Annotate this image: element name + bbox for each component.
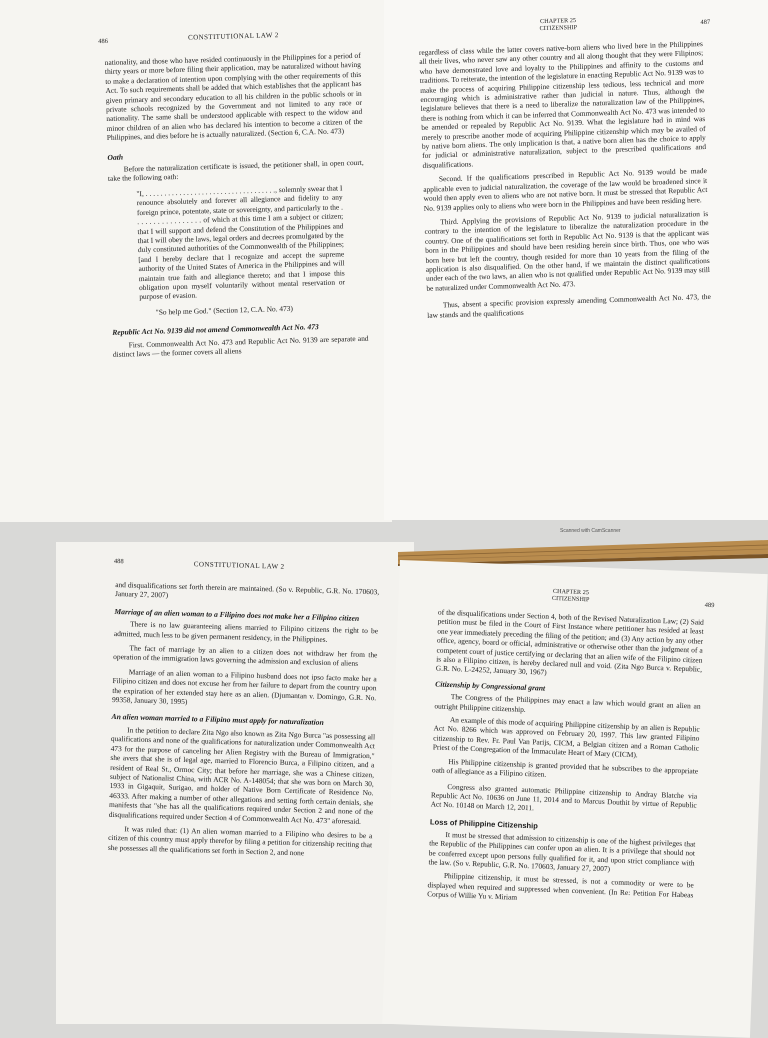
paragraph: His Philippine citizenship is granted provided that he subscribes to the appropriate oath of allegiance as a Filipino citizen. [431, 756, 699, 779]
page-488 [56, 542, 414, 1024]
oath-close: "So help me God." (Section 12, C.A. No. 473) [155, 303, 294, 317]
page-number: 488 [113, 557, 124, 566]
paragraph: The fact of marriage by an alien to a citizen does not withdraw her from the operation of the immigration laws governing the admission and exclusion of aliens [113, 643, 378, 669]
section-heading-congressional-grant: Citizenship by Congressional grant [435, 679, 546, 693]
page-486 [0, 0, 392, 522]
paragraph-first: First. Commonwealth Act No. 473 and Republic Act No. 9139 are separate and distinct laws — the former covers all aliens [112, 333, 369, 359]
paragraph: regardless of class while the latter covers native-born aliens who lived here in the Philippines all their lives, who never saw any other country and all along thought that they were Filipinos; who have demonstrated love and loyalty to the Philippines and affinity to the customs and traditions. To reiterate, the intention of the legislature in enacting Republic Act No. 9139 was to make the process of acquiring Philippine citizenship less tedious, less technical and more encouraging which is administrative rather than judicial in nature. Thus, although the legislature believes that there is a need to liberalize the naturalization law of the Philippines, there is nothing from which it can be inferred that Commonwealth Act No. 473 was intended to be amended or repealed by Republic Act No. 9139. What the legislature had in mind was merely to prescribe another mode of acquiring Philippine citizenship which may be availed of by native born aliens. The only implication is that, a native born alien has the choice to apply for judicial or administrative naturalization, subject to the prescribed qualifications and disqualifications. [418, 39, 707, 170]
chapter-header [518, 16, 598, 33]
paragraph: There is no law guaranteeing aliens married to Filipino citizens the right to be admitted, much less to be given permanent residency, in the Philippines. [113, 619, 379, 644]
running-header: CONSTITUTIONAL LAW 2 [187, 31, 279, 42]
paragraph: An example of this mode of acquiring Philippine citizenship by an alien is Republic Act No. 8266 which was approved on February 20, 1997. This law granted Filipino citizenship to Rev. Fr. Paul Van Parijs, CICM, a Belgian citizen and a Roman Catholic Priest of the Congregation of the Immaculate Heart of Mary (CICM). [432, 715, 700, 760]
scanner-watermark: Scanned with CamScanner [560, 528, 621, 534]
oath-text: "I, . . . . . . . . . . . . . . . . . . . . . . . . . . . . . . . . . . ., solemnly swear that I renounce absolutely and forever all allegiance and fidelity to any foreign prince, potentate, state or sovereignty, and particularly to the . . . . . . . . . . . . . . . . . of which at this time I am a subject or citizen; that I will support and defend the Constitution of the Philippines and that I will obey the laws, legal orders and decrees promulgated by the duly constituted authorities of the Commonwealth of the Philippines; [and I hereby declare that I recognize and accept the supreme authority of the United States of America in the Philippines and will maintain true faith and allegiance thereto; and that I impose this obligation upon myself voluntarily without mental reservation or purpose of evasion. [136, 183, 346, 302]
paragraph: Philippine citizenship, it must be stressed, is not a commodity or were to be displayed when required and suppressed when convenient. (In Re: Petition For Habeas Corpus of Willie Yu v. Miriam [427, 871, 694, 902]
section-heading-loss: Loss of Philippine Citizenship [429, 817, 539, 831]
chapter-number: CHAPTER 25 [552, 587, 589, 597]
section-heading-naturalization: An alien woman married to a Filipino must apply for naturalization [111, 712, 324, 728]
section-heading-marriage: Marriage of an alien woman to a Filipino does not make her a Filipino citizen [114, 606, 360, 623]
paragraph: It must be stressed that admission to citizenship is one of the highest privileges that the Republic of the Philippines can confer upon an alien. It is a privilege that should not be conferred except upon persons fully qualified for it, and upon strict compliance with the law. (So v. Republic, G.R. No. 170603, January 27, 2007) [428, 829, 696, 874]
paragraph: In the petition to declare Zita Ngo also known as Zita Ngo Burca "as possessing all qualifications and none of the qualifications for naturalization under Commonwealth Act 473 for the purpose of canceling her Alien Registry with the Bureau of Immigration," she avers that she is of legal age, married to Florencio Burca, a Filipino citizen, and a resident of Real St., Ormoc City; that before her marriage, she was a Chinese citizen, subject of Nationalist China, with ACR No. A-148054; that she was born on March 30, 1933 in Gigaquit, Surigao, and holder of Native Born Certificate of Residence No. 46333. After making a number of other allegations and setting forth certain denials, she manifests that "she has all the qualifications required under Section 2 and none of the disqualifications required under Section 4 of Commonwealth Act No. 473" aforesaid. [108, 725, 376, 826]
paragraph: Congress also granted automatic Philippine citizenship to Andray Blatche via Republic Act No. 10636 on June 11, 2014 and to Marcus Douthit by virtue of Republic Act No. 10148 on March 12, 2011. [430, 781, 698, 813]
paragraph-third: Third. Applying the provisions of Republic Act No. 9139 to judicial naturalization is contrary to the intention of the legislature to liberalize the naturalization procedure in the country. One of the qualifications set forth in Republic Act No. 9139 is that the applicant was born in the Philippines and should have been residing herein since birth. Thus, one who was born here but left the country, though resided for more than 10 years from the filing of the application is also disqualified. On the other hand, if we maintain the distinct qualifications under each of the two laws, an alien who is not qualified under Republic Act No. 9139 may still be naturalized under Commonwealth Act No. 473. [424, 208, 711, 293]
chapter-number: CHAPTER 25 [539, 17, 577, 26]
page-487 [384, 0, 768, 520]
oath-intro: Before the naturalization certificate is issued, the petitioner shall, in open court, take the following oath: [107, 157, 364, 184]
page-number: 486 [98, 37, 108, 46]
section-heading-ra9139: Republic Act No. 9139 did not amend Commonwealth Act No. 473 [112, 322, 319, 338]
chapter-header [531, 587, 611, 604]
page-number: 489 [704, 601, 715, 610]
paragraph: The Congress of the Philippines may enact a law which would grant an alien an outright Philippine citizenship. [434, 692, 701, 714]
paragraph: Marriage of an alien woman to a Filipino husband does not ipso facto make her a Filipino citizen and does not excuse her from her failure to depart from the country upon the expiration of her extended stay here as an alien. (Djumantan v. Domingo, G.R. No. 99358, January 30, 1995) [111, 667, 377, 707]
page-number: 487 [700, 18, 711, 27]
paragraph-second: Second. If the qualifications prescribed in Republic Act No. 9139 would be made applicable even to judicial naturalization, the coverage of the law would be broadened since it would then apply even to aliens who are not native born. It must be stressed that Republic Act No. 9139 applies only to aliens who were born in the Philippines and have been residing here. [423, 166, 708, 213]
paragraph: of the disqualifications under Section 4, both of the Revised Naturalization Law; (2) Said petition must be filed in the Court of First Instance where petitioner has resided at least one year immediately preceding the filing of the petition; and (3) Any action by any other office, agency, board or official, administrative or otherwise other than the judgment of a competent court of justice certifying or declaring that an alien wife of the Filipino citizen is also a Filipino citizen, is hereby declared null and void. (Zita Ngo Burca v. Republic, G.R. No. L-24252, January 30, 1967) [435, 607, 705, 678]
page-489 [382, 560, 768, 1038]
section-heading-oath: Oath [107, 152, 124, 162]
chapter-title: CITIZENSHIP [539, 24, 578, 33]
running-header: CONSTITUTIONAL LAW 2 [193, 560, 285, 571]
paragraph: It was ruled that: (1) An alien woman married to a Filipino who desires to be a citizen of this country must apply therefor by filing a petition for citizenship reciting that she possesses all the qualifications set forth in Section 2, and none [107, 824, 373, 858]
paragraph: nationality, and those who have resided continuously in the Philippines for a period of thirty years or more before filing their application, may be naturalized without having to make a declaration of intention upon complying with the other requirements of this Act. To such requirements shall be added that which establishes that the applicant has given primary and secondary education to all his children in the public schools or in private schools recognized by the Government and not limited to any race or nationality. The same shall be understood applicable with respect to the widow and minor children of an alien who has declared his intention to become a citizen of the Philippines, and dies before he is actually naturalized. (Section 6, C.A. No. 473) [104, 50, 363, 143]
paragraph-thus: Thus, absent a specific provision expressly amending Commonwealth Act No. 473, the law stands and the qualifications [427, 292, 711, 320]
paragraph: and disqualifications set forth therein are maintained. (So v. Republic, G.R. No. 170603, January 27, 2007) [114, 579, 380, 600]
chapter-title: CITIZENSHIP [551, 594, 590, 604]
